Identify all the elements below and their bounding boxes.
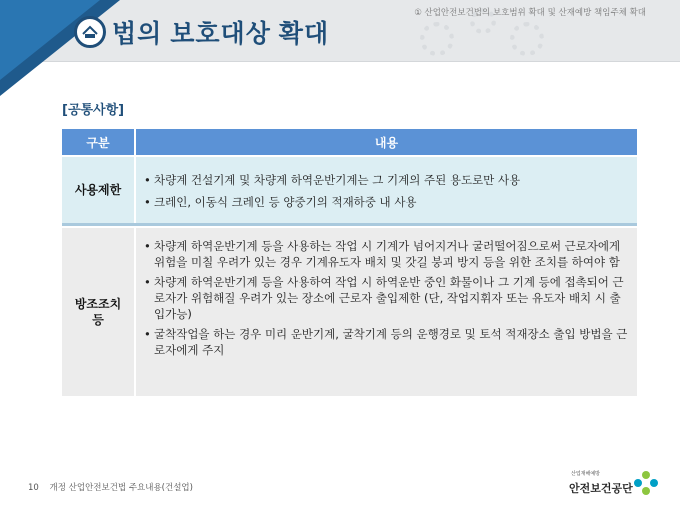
org-logo	[567, 468, 659, 498]
table-header-category: 구분	[62, 129, 136, 155]
list-item	[144, 238, 629, 270]
bullet-dot-icon: •	[144, 173, 151, 187]
list-item	[144, 194, 629, 210]
gear-decoration-icon	[420, 22, 454, 56]
table-header-row	[62, 129, 637, 155]
list-item	[144, 274, 629, 322]
page-number: 10	[28, 483, 39, 493]
org-logo-name: 안전보건공단	[569, 482, 633, 495]
page-title: 법의 보호대상 확대	[112, 20, 330, 48]
org-logo-small-text: 산업재해예방	[571, 471, 600, 477]
bullet-dot-icon: •	[144, 239, 151, 253]
list-item	[144, 326, 629, 358]
row-category: 사용제한	[62, 157, 136, 223]
list-item-text: 굴착작업을 하는 경우 미리 운반기계, 굴착기계 등의 운행경로 및 토석 적재장소 출입 방법을 근로자에게 주지	[154, 327, 628, 357]
footer-doc-title: 개정 산업안전보건법 주요내용(건설업)	[49, 483, 193, 493]
list-item-text: 차량계 하역운반기계 등을 사용하는 작업 시 기계가 넘어지거나 굴러떨어짐으로써 근로자에게 위험을 미칠 우려가 있는 경우 기계유도자 배치 및 갓길 붕괴 방지 등을 위한 조치를 하여야 함	[154, 239, 621, 269]
emblem-icon	[74, 16, 106, 48]
gear-decoration-icon	[510, 22, 544, 56]
list-item	[144, 172, 629, 188]
table-row	[62, 155, 637, 226]
bullet-dot-icon: •	[144, 195, 151, 209]
kosha-logo-icon	[633, 470, 659, 496]
row-content	[136, 157, 637, 223]
row-category-label: 방조조치 등	[74, 297, 122, 327]
bullet-dot-icon: •	[144, 275, 151, 289]
row-category	[62, 228, 136, 396]
page-subtitle: ① 산업안전보건법의 보호범위 확대 및 산재예방 책임주체 확대	[414, 8, 646, 18]
row-content	[136, 228, 637, 396]
content-table	[62, 129, 637, 396]
section-label: [공통사항]	[62, 103, 125, 118]
list-item-text: 크레인, 이동식 크레인 등 양중기의 적재하중 내 사용	[154, 195, 417, 209]
table-row	[62, 226, 637, 396]
list-item-text: 차량계 건설기계 및 차량계 하역운반기계는 그 기계의 주된 용도로만 사용	[154, 173, 521, 187]
list-item-text: 차량계 하역운반기계 등을 사용하여 작업 시 하역운반 중인 화물이나 그 기계 등에 접촉되어 근로자가 위험해질 우려가 있는 장소에 근로자 출입제한 (단, 작업지휘자 또는 유도자 배치 시 출입가능)	[154, 275, 624, 321]
footer-page-info	[28, 481, 193, 493]
bullet-dot-icon: •	[144, 327, 151, 341]
table-header-content: 내용	[136, 129, 637, 155]
